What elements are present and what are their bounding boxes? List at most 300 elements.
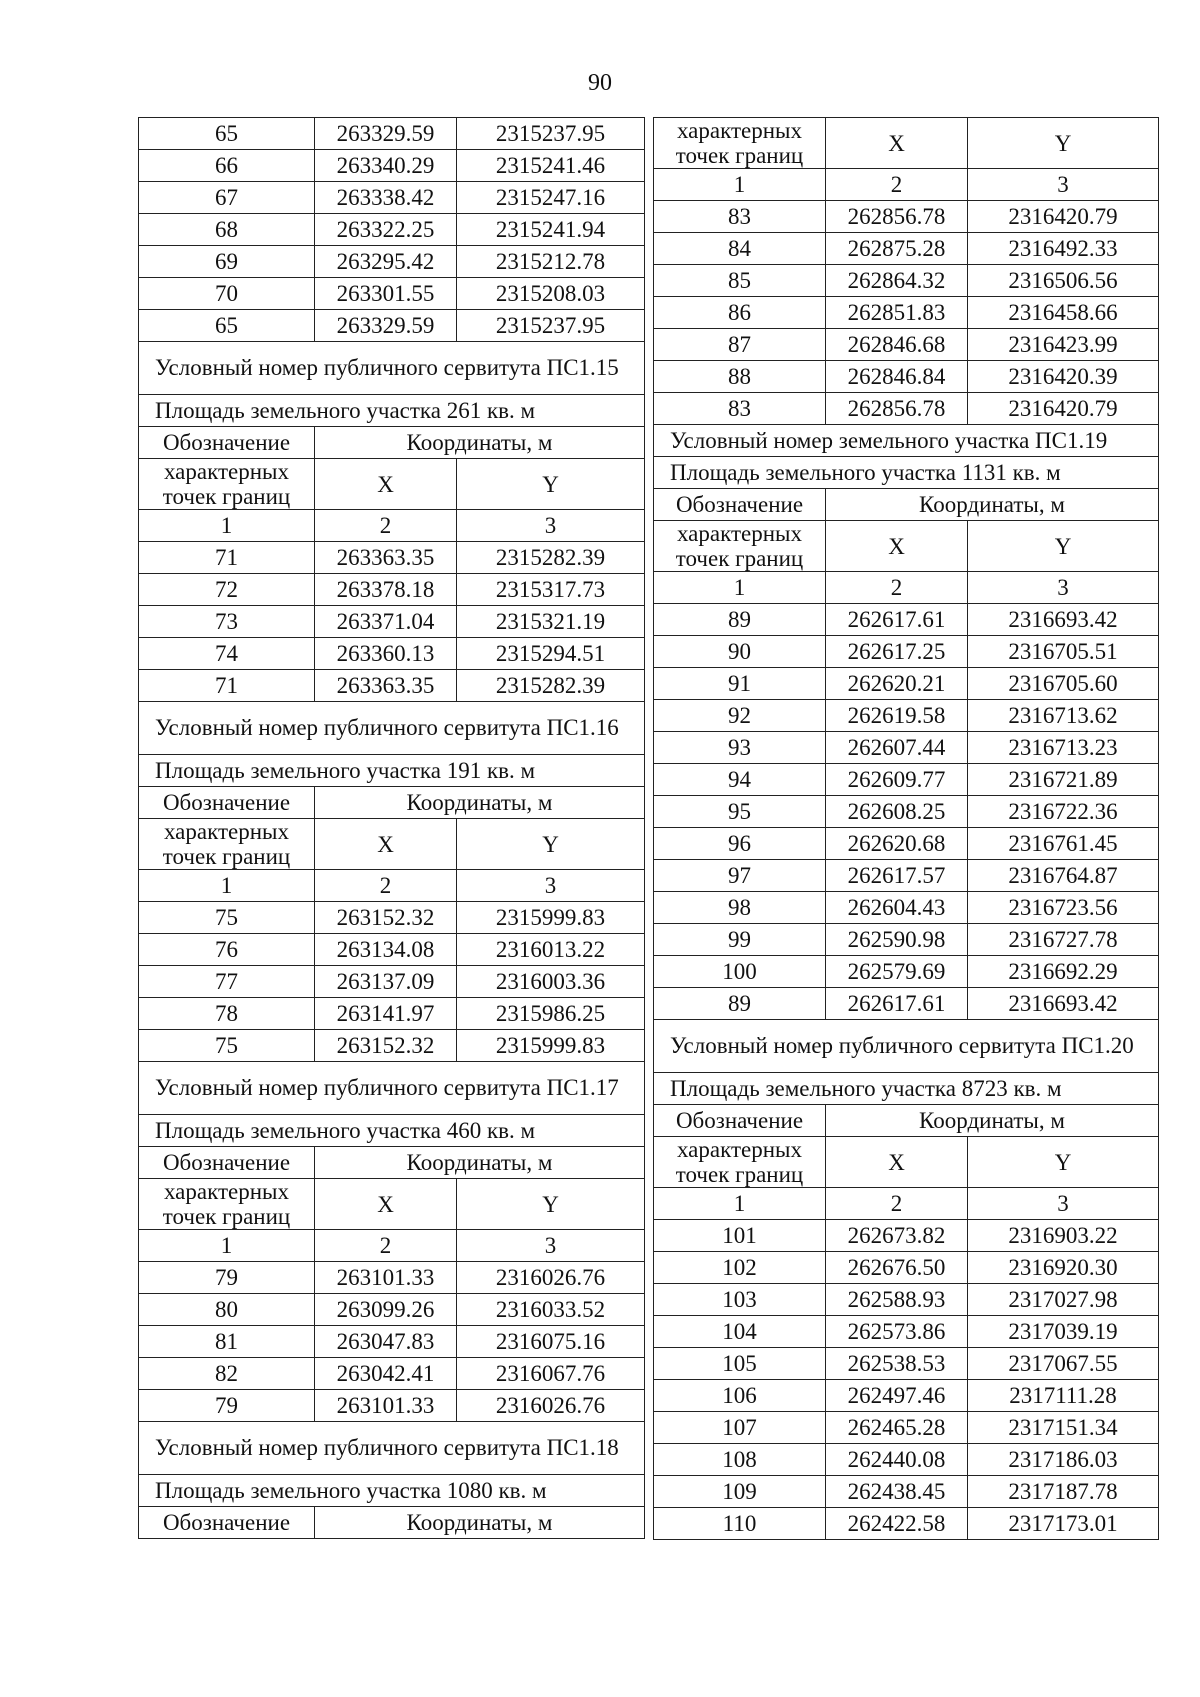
point-id: 81: [139, 1326, 315, 1358]
point-id: 79: [139, 1262, 315, 1294]
table-row: [139, 934, 645, 966]
point-id: 83: [654, 393, 826, 425]
y-coordinate: 2315247.16: [457, 182, 645, 214]
x-coordinate: 262676.50: [826, 1252, 968, 1284]
plot-area: [139, 395, 645, 427]
x-coordinate: 262440.08: [826, 1444, 968, 1476]
y-coordinate: 2316723.56: [968, 892, 1159, 924]
char-points-header: характерных точек границ: [654, 521, 826, 572]
table-row: [654, 732, 1159, 764]
y-coordinate: 2315237.95: [457, 118, 645, 150]
table-row: [654, 828, 1159, 860]
y-coordinate: 2317111.28: [968, 1380, 1159, 1412]
point-id: 83: [654, 201, 826, 233]
x-coordinate: 263329.59: [315, 118, 457, 150]
y-coordinate: 2315999.83: [457, 902, 645, 934]
column-numbers: [139, 870, 645, 902]
x-coordinate: 263378.18: [315, 574, 457, 606]
table-row: [654, 329, 1159, 361]
y-coordinate: 2316713.23: [968, 732, 1159, 764]
x-coordinate: 262864.32: [826, 265, 968, 297]
point-id: 65: [139, 118, 315, 150]
y-coordinate: 2316420.39: [968, 361, 1159, 393]
point-id: 77: [139, 966, 315, 998]
table-row: [139, 182, 645, 214]
y-coordinate: 2315208.03: [457, 278, 645, 310]
x-coordinate: 262465.28: [826, 1412, 968, 1444]
y-coordinate: 2316423.99: [968, 329, 1159, 361]
x-coordinate: 262617.61: [826, 604, 968, 636]
table-row: [139, 1262, 645, 1294]
x-coordinate: 263301.55: [315, 278, 457, 310]
y-header: Y: [457, 819, 645, 870]
table-row: [654, 1476, 1159, 1508]
plot-area: [654, 1073, 1159, 1105]
y-header: Y: [968, 521, 1159, 572]
table-row: [654, 604, 1159, 636]
x-coordinate: 262422.58: [826, 1508, 968, 1540]
y-coordinate: 2317186.03: [968, 1444, 1159, 1476]
point-id: 84: [654, 233, 826, 265]
point-id: 92: [654, 700, 826, 732]
x-coordinate: 263042.41: [315, 1358, 457, 1390]
point-id: 82: [139, 1358, 315, 1390]
table-row: [654, 233, 1159, 265]
table-row: [139, 246, 645, 278]
table-row: [139, 214, 645, 246]
column-number: 3: [968, 1188, 1159, 1220]
column-number: 2: [826, 1188, 968, 1220]
column-number: 3: [457, 870, 645, 902]
column-header: [139, 1179, 645, 1230]
x-coordinate: 263340.29: [315, 150, 457, 182]
y-coordinate: 2316420.79: [968, 393, 1159, 425]
y-header: Y: [457, 1179, 645, 1230]
table-row: [139, 670, 645, 702]
x-coordinate: 263371.04: [315, 606, 457, 638]
coordinates-header: Координаты, м: [826, 1105, 1159, 1137]
x-coordinate: 262588.93: [826, 1284, 968, 1316]
table-row: [139, 150, 645, 182]
x-coordinate: 262846.68: [826, 329, 968, 361]
coordinates-header: Координаты, м: [826, 489, 1159, 521]
char-points-header: характерных точек границ: [654, 118, 826, 169]
point-id: 94: [654, 764, 826, 796]
x-header: X: [315, 459, 457, 510]
y-coordinate: 2316721.89: [968, 764, 1159, 796]
column-number: 1: [139, 510, 315, 542]
column-number: 2: [826, 572, 968, 604]
table-row: [654, 1220, 1159, 1252]
point-id: 71: [139, 670, 315, 702]
y-coordinate: 2315282.39: [457, 670, 645, 702]
x-coordinate: 262617.61: [826, 988, 968, 1020]
plot-area-text: Площадь земельного участка 1131 кв. м: [654, 457, 1159, 489]
table-row: [654, 636, 1159, 668]
y-coordinate: 2315241.94: [457, 214, 645, 246]
x-coordinate: 262846.84: [826, 361, 968, 393]
table-row: [139, 1390, 645, 1422]
column-numbers: [654, 572, 1159, 604]
y-coordinate: 2316506.56: [968, 265, 1159, 297]
table-row: [654, 1252, 1159, 1284]
point-id: 80: [139, 1294, 315, 1326]
plot-area: [139, 1475, 645, 1507]
plot-area-text: Площадь земельного участка 261 кв. м: [139, 395, 645, 427]
x-coordinate: 263338.42: [315, 182, 457, 214]
column-numbers: [139, 1230, 645, 1262]
column-number: 3: [457, 510, 645, 542]
point-id: 65: [139, 310, 315, 342]
table-row: [139, 1358, 645, 1390]
point-id: 79: [139, 1390, 315, 1422]
x-coordinate: 262620.68: [826, 828, 968, 860]
column-number: 3: [968, 169, 1159, 201]
table-row: [139, 574, 645, 606]
x-coordinate: 263295.42: [315, 246, 457, 278]
point-id: 99: [654, 924, 826, 956]
x-header: X: [826, 118, 968, 169]
y-coordinate: 2316033.52: [457, 1294, 645, 1326]
point-id: 90: [654, 636, 826, 668]
column-header: [654, 118, 1159, 169]
column-header: [654, 521, 1159, 572]
x-header: X: [315, 819, 457, 870]
point-id: 85: [654, 265, 826, 297]
y-coordinate: 2316067.76: [457, 1358, 645, 1390]
easement-number: [654, 1020, 1159, 1073]
table-row: [654, 892, 1159, 924]
designation-header: Обозначение: [654, 489, 826, 521]
x-coordinate: 263137.09: [315, 966, 457, 998]
char-points-header: характерных точек границ: [654, 1137, 826, 1188]
plot-area: [139, 1115, 645, 1147]
y-coordinate: 2317027.98: [968, 1284, 1159, 1316]
table-row: [139, 1030, 645, 1062]
coordinates-table-right: [653, 117, 1159, 1540]
designation-header: Обозначение: [139, 1507, 315, 1539]
table-row: [139, 606, 645, 638]
x-header: X: [826, 1137, 968, 1188]
x-coordinate: 262851.83: [826, 297, 968, 329]
column-number: 1: [139, 1230, 315, 1262]
table-row: [654, 700, 1159, 732]
easement-number-text: Условный номер публичного сервитута ПС1.15: [139, 342, 645, 395]
x-header: X: [315, 1179, 457, 1230]
x-coordinate: 263363.35: [315, 670, 457, 702]
y-coordinate: 2316693.42: [968, 604, 1159, 636]
table-row: [654, 393, 1159, 425]
column-header: [654, 1105, 1159, 1137]
point-id: 102: [654, 1252, 826, 1284]
coordinates-header: Координаты, м: [315, 1507, 645, 1539]
x-coordinate: 263101.33: [315, 1262, 457, 1294]
table-row: [139, 310, 645, 342]
table-row: [654, 668, 1159, 700]
table-row: [654, 201, 1159, 233]
y-coordinate: 2315237.95: [457, 310, 645, 342]
y-coordinate: 2316761.45: [968, 828, 1159, 860]
y-coordinate: 2317067.55: [968, 1348, 1159, 1380]
point-id: 93: [654, 732, 826, 764]
y-coordinate: 2315986.25: [457, 998, 645, 1030]
y-coordinate: 2316920.30: [968, 1252, 1159, 1284]
x-coordinate: 262856.78: [826, 201, 968, 233]
point-id: 91: [654, 668, 826, 700]
point-id: 69: [139, 246, 315, 278]
point-id: 74: [139, 638, 315, 670]
x-coordinate: 263141.97: [315, 998, 457, 1030]
table-row: [654, 1284, 1159, 1316]
plot-area: [654, 457, 1159, 489]
x-coordinate: 262856.78: [826, 393, 968, 425]
column-number: 3: [968, 572, 1159, 604]
x-coordinate: 263152.32: [315, 1030, 457, 1062]
column-header: [139, 1507, 645, 1539]
x-coordinate: 262607.44: [826, 732, 968, 764]
table-row: [139, 966, 645, 998]
point-id: 87: [654, 329, 826, 361]
easement-number: [139, 342, 645, 395]
point-id: 101: [654, 1220, 826, 1252]
x-coordinate: 263152.32: [315, 902, 457, 934]
table-row: [654, 1316, 1159, 1348]
point-id: 108: [654, 1444, 826, 1476]
column-number: 2: [315, 1230, 457, 1262]
column-number: 2: [826, 169, 968, 201]
table-row: [139, 902, 645, 934]
table-row: [654, 956, 1159, 988]
point-id: 71: [139, 542, 315, 574]
y-coordinate: 2316903.22: [968, 1220, 1159, 1252]
y-coordinate: 2316764.87: [968, 860, 1159, 892]
table-row: [139, 1326, 645, 1358]
table-row: [654, 297, 1159, 329]
easement-number-text: Условный номер публичного сервитута ПС1.17: [139, 1062, 645, 1115]
table-row: [139, 118, 645, 150]
point-id: 89: [654, 604, 826, 636]
x-coordinate: 262538.53: [826, 1348, 968, 1380]
table-row: [654, 860, 1159, 892]
easement-number: [139, 1422, 645, 1475]
x-coordinate: 263101.33: [315, 1390, 457, 1422]
y-coordinate: 2316003.36: [457, 966, 645, 998]
point-id: 95: [654, 796, 826, 828]
x-coordinate: 262590.98: [826, 924, 968, 956]
plot-number-text: Условный номер земельного участка ПС1.19: [654, 425, 1159, 457]
table-row: [654, 1508, 1159, 1540]
table-row: [654, 764, 1159, 796]
designation-header: Обозначение: [139, 1147, 315, 1179]
point-id: 70: [139, 278, 315, 310]
point-id: 67: [139, 182, 315, 214]
y-coordinate: 2316705.51: [968, 636, 1159, 668]
easement-number-text: Условный номер публичного сервитута ПС1.20: [654, 1020, 1159, 1073]
y-coordinate: 2315212.78: [457, 246, 645, 278]
x-coordinate: 263047.83: [315, 1326, 457, 1358]
designation-header: Обозначение: [654, 1105, 826, 1137]
table-row: [139, 998, 645, 1030]
table-row: [139, 1294, 645, 1326]
y-coordinate: 2315317.73: [457, 574, 645, 606]
point-id: 110: [654, 1508, 826, 1540]
column-number: 1: [654, 169, 826, 201]
point-id: 103: [654, 1284, 826, 1316]
column-header: [654, 1137, 1159, 1188]
column-header: [139, 459, 645, 510]
table-row: [654, 361, 1159, 393]
point-id: 78: [139, 998, 315, 1030]
y-coordinate: 2316722.36: [968, 796, 1159, 828]
column-header: [139, 819, 645, 870]
table-row: [654, 796, 1159, 828]
y-coordinate: 2316727.78: [968, 924, 1159, 956]
column-header: [654, 489, 1159, 521]
easement-number-text: Условный номер публичного сервитута ПС1.18: [139, 1422, 645, 1475]
x-header: X: [826, 521, 968, 572]
char-points-header: характерных точек границ: [139, 1179, 315, 1230]
table-row: [654, 1444, 1159, 1476]
point-id: 75: [139, 902, 315, 934]
point-id: 72: [139, 574, 315, 606]
easement-number: [139, 702, 645, 755]
point-id: 107: [654, 1412, 826, 1444]
y-coordinate: 2316705.60: [968, 668, 1159, 700]
point-id: 98: [654, 892, 826, 924]
table-row: [139, 278, 645, 310]
table-row: [139, 638, 645, 670]
y-header: Y: [968, 1137, 1159, 1188]
y-coordinate: 2316420.79: [968, 201, 1159, 233]
column-number: 2: [315, 510, 457, 542]
table-row: [654, 1380, 1159, 1412]
table-row: [654, 924, 1159, 956]
x-coordinate: 263329.59: [315, 310, 457, 342]
designation-header: Обозначение: [139, 427, 315, 459]
column-number: 1: [654, 572, 826, 604]
point-id: 109: [654, 1476, 826, 1508]
column-number: 1: [139, 870, 315, 902]
point-id: 106: [654, 1380, 826, 1412]
y-coordinate: 2316458.66: [968, 297, 1159, 329]
x-coordinate: 262608.25: [826, 796, 968, 828]
y-coordinate: 2316713.62: [968, 700, 1159, 732]
point-id: 96: [654, 828, 826, 860]
y-coordinate: 2315282.39: [457, 542, 645, 574]
y-coordinate: 2316013.22: [457, 934, 645, 966]
x-coordinate: 262438.45: [826, 1476, 968, 1508]
plot-area-text: Площадь земельного участка 1080 кв. м: [139, 1475, 645, 1507]
y-coordinate: 2316026.76: [457, 1390, 645, 1422]
y-coordinate: 2317173.01: [968, 1508, 1159, 1540]
plot-number: [654, 425, 1159, 457]
coordinates-table-left: [138, 117, 645, 1539]
point-id: 75: [139, 1030, 315, 1062]
coordinates-header: Координаты, м: [315, 787, 645, 819]
plot-area-text: Площадь земельного участка 8723 кв. м: [654, 1073, 1159, 1105]
point-id: 66: [139, 150, 315, 182]
point-id: 76: [139, 934, 315, 966]
column-number: 3: [457, 1230, 645, 1262]
x-coordinate: 262609.77: [826, 764, 968, 796]
y-header: Y: [968, 118, 1159, 169]
column-number: 1: [654, 1188, 826, 1220]
column-header: [139, 1147, 645, 1179]
easement-number-text: Условный номер публичного сервитута ПС1.16: [139, 702, 645, 755]
column-header: [139, 427, 645, 459]
x-coordinate: 262617.25: [826, 636, 968, 668]
point-id: 89: [654, 988, 826, 1020]
y-header: Y: [457, 459, 645, 510]
y-coordinate: 2316075.16: [457, 1326, 645, 1358]
point-id: 68: [139, 214, 315, 246]
easement-number: [139, 1062, 645, 1115]
plot-area-text: Площадь земельного участка 191 кв. м: [139, 755, 645, 787]
x-coordinate: 263363.35: [315, 542, 457, 574]
x-coordinate: 263134.08: [315, 934, 457, 966]
x-coordinate: 262619.58: [826, 700, 968, 732]
y-coordinate: 2315321.19: [457, 606, 645, 638]
x-coordinate: 262497.46: [826, 1380, 968, 1412]
x-coordinate: 262620.21: [826, 668, 968, 700]
y-coordinate: 2316692.29: [968, 956, 1159, 988]
table-row: [654, 1412, 1159, 1444]
point-id: 104: [654, 1316, 826, 1348]
char-points-header: характерных точек границ: [139, 819, 315, 870]
plot-area-text: Площадь земельного участка 460 кв. м: [139, 1115, 645, 1147]
point-id: 86: [654, 297, 826, 329]
y-coordinate: 2317039.19: [968, 1316, 1159, 1348]
y-coordinate: 2317151.34: [968, 1412, 1159, 1444]
plot-area: [139, 755, 645, 787]
column-number: 2: [315, 870, 457, 902]
point-id: 100: [654, 956, 826, 988]
coordinates-header: Координаты, м: [315, 1147, 645, 1179]
point-id: 97: [654, 860, 826, 892]
x-coordinate: 263322.25: [315, 214, 457, 246]
page-number: 90: [588, 70, 612, 96]
point-id: 88: [654, 361, 826, 393]
y-coordinate: 2317187.78: [968, 1476, 1159, 1508]
x-coordinate: 262579.69: [826, 956, 968, 988]
table-row: [654, 988, 1159, 1020]
x-coordinate: 262617.57: [826, 860, 968, 892]
column-numbers: [654, 1188, 1159, 1220]
table-row: [654, 265, 1159, 297]
designation-header: Обозначение: [139, 787, 315, 819]
x-coordinate: 262573.86: [826, 1316, 968, 1348]
y-coordinate: 2316492.33: [968, 233, 1159, 265]
point-id: 73: [139, 606, 315, 638]
y-coordinate: 2316693.42: [968, 988, 1159, 1020]
table-row: [139, 542, 645, 574]
char-points-header: характерных точек границ: [139, 459, 315, 510]
table-row: [654, 1348, 1159, 1380]
point-id: 105: [654, 1348, 826, 1380]
column-numbers: [139, 510, 645, 542]
y-coordinate: 2315241.46: [457, 150, 645, 182]
x-coordinate: 262604.43: [826, 892, 968, 924]
y-coordinate: 2315999.83: [457, 1030, 645, 1062]
y-coordinate: 2316026.76: [457, 1262, 645, 1294]
x-coordinate: 263099.26: [315, 1294, 457, 1326]
x-coordinate: 262673.82: [826, 1220, 968, 1252]
x-coordinate: 262875.28: [826, 233, 968, 265]
column-header: [139, 787, 645, 819]
y-coordinate: 2315294.51: [457, 638, 645, 670]
x-coordinate: 263360.13: [315, 638, 457, 670]
coordinates-header: Координаты, м: [315, 427, 645, 459]
